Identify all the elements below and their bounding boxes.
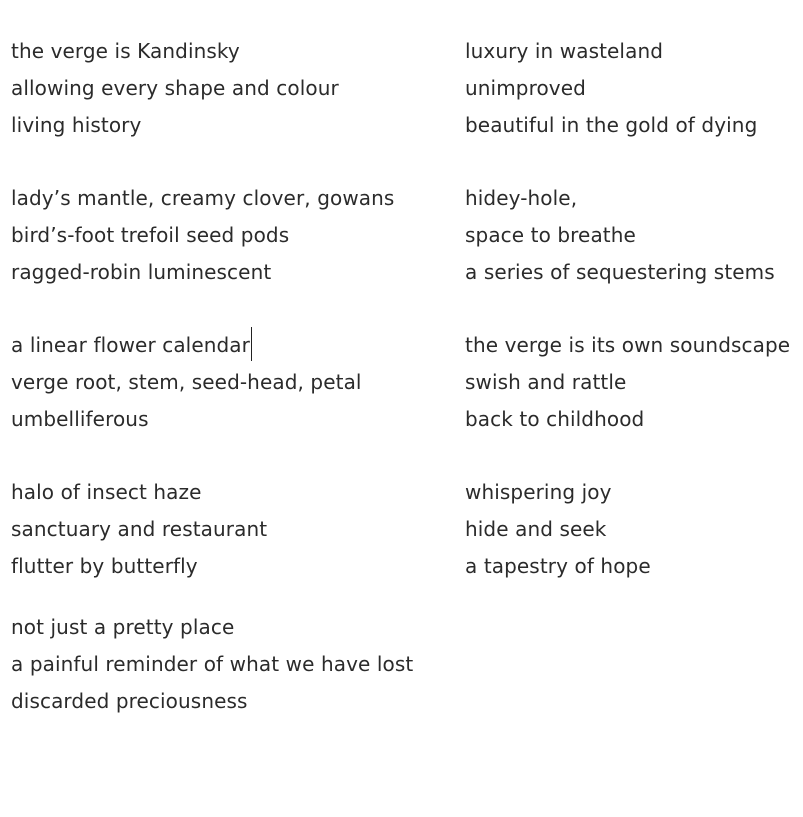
poem-line: allowing every shape and colour [11,76,339,100]
poem-line: whispering joy [465,480,612,504]
poem-line: back to childhood [465,407,645,431]
text-cursor [251,327,252,361]
poem-line: not just a pretty place [11,615,235,639]
stanza [11,180,451,291]
poem-line: a tapestry of hope [465,554,651,578]
poem-line: living history [11,113,142,137]
poem-line: a painful reminder of what we have lost [11,652,414,676]
poem-line: the verge is its own soundscape [465,333,791,357]
poem-line: a series of sequestering stems [465,260,775,284]
poem-line: swish and rattle [465,370,627,394]
stanza [11,33,451,144]
right-column [465,33,801,621]
poem-line: verge root, stem, seed-head, petal [11,370,362,394]
stanza [11,327,451,438]
stanza [11,474,451,585]
final-stanza [11,609,611,720]
stanza [465,474,801,585]
left-column [11,33,451,621]
poem-line-with-cursor[interactable] [11,327,451,364]
poem-line: ragged-robin luminescent [11,260,272,284]
poem-line: discarded preciousness [11,689,248,713]
poem-line: bird’s-foot trefoil seed pods [11,223,290,247]
poem-line: umbelliferous [11,407,149,431]
stanza [465,180,801,291]
poem-line: hidey-hole, [465,186,578,210]
poem-line: hide and seek [465,517,607,541]
poem-line: beautiful in the gold of dying [465,113,758,137]
poem-line: luxury in wasteland [465,39,664,63]
poem-line: halo of insect haze [11,480,202,504]
poem-line: the verge is Kandinsky [11,39,240,63]
stanza [465,33,801,144]
poem-line: unimproved [465,76,586,100]
poem-line: sanctuary and restaurant [11,517,268,541]
poem-line: space to breathe [465,223,636,247]
stanza [465,327,801,438]
poem-line-text: a linear flower calendar [11,333,250,357]
poem-line: flutter by butterfly [11,554,198,578]
poem-line: lady’s mantle, creamy clover, gowans [11,186,395,210]
